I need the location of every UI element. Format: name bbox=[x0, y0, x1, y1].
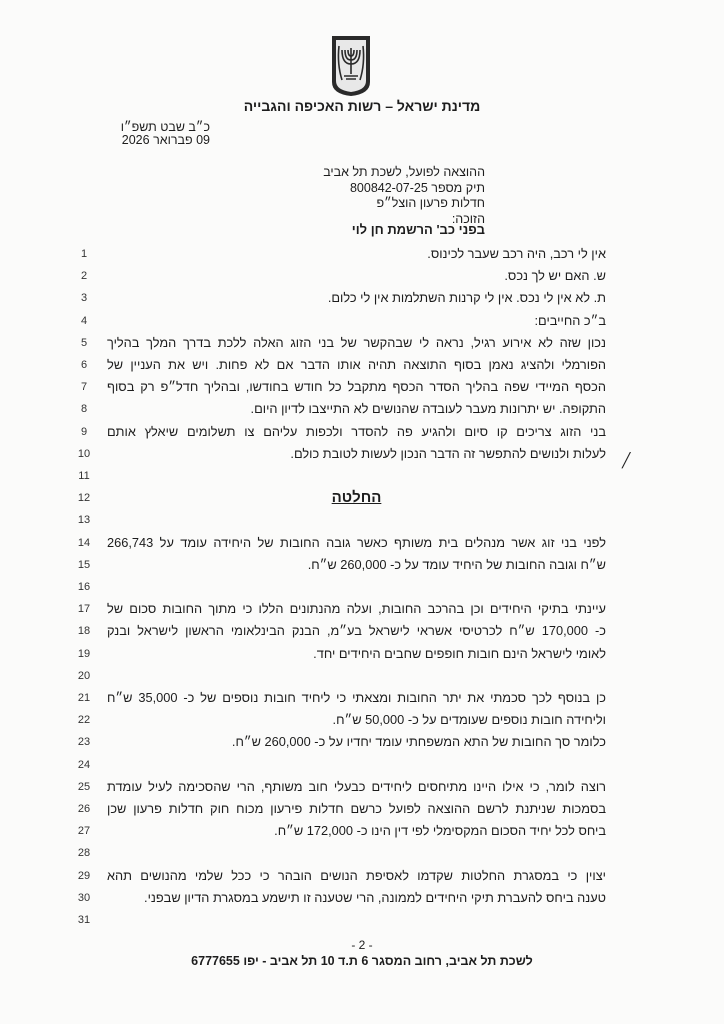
line-number: 27 bbox=[77, 825, 91, 838]
line-number: 30 bbox=[77, 891, 91, 904]
text-line: לפני בני זוג אשר מנהלים בית משותף כאשר גובה החובות של היחידה עומד על 266,743 bbox=[107, 534, 606, 550]
line-number: 7 bbox=[80, 381, 88, 394]
text-line: כן בנוסף לכך סכמתי את יתר החובות ומצאתי כי ליחיד חובות נוספים של כ- 35,000 ש״ח bbox=[107, 690, 606, 705]
line-number: 25 bbox=[77, 780, 91, 793]
creditor-label: הזוכה: bbox=[451, 211, 485, 226]
line-number: 18 bbox=[77, 625, 91, 638]
text-line: ביחס לכל יחיד הסכום המקסימלי לפי דין הינו כ- 172,000 ש״ח. bbox=[274, 823, 606, 839]
line-number: 22 bbox=[77, 714, 91, 727]
text-line: ש. האם יש לך נכס. bbox=[504, 268, 606, 284]
text-line: ב״כ החייבים: bbox=[534, 312, 606, 328]
decision-heading: החלטה bbox=[331, 489, 382, 507]
text-line: הפורמלי ולהציג נאמן בסוף התוצאה תהיה אותו הדבר אם לא פחות. ויש את העניין של bbox=[107, 357, 606, 372]
text-line: רוצה לומר, כי אילו היינו מתיחסים ליחידים כבעלי חוב משותף, הרי שהסכימה לעיל עומדת bbox=[107, 778, 606, 794]
text-line: ש״ח וגובה החובות של היחיד עומד על כ- 260,000 ש״ח. bbox=[307, 556, 606, 572]
line-number: 24 bbox=[77, 758, 91, 771]
line-number: 20 bbox=[77, 669, 91, 682]
line-number: 23 bbox=[77, 736, 91, 749]
line-number: 26 bbox=[77, 803, 91, 815]
line-number: 4 bbox=[80, 314, 88, 327]
line-number: 15 bbox=[77, 558, 91, 571]
text-line: אין לי רכב, היה רכב שעבר לכינוס. bbox=[427, 246, 606, 261]
text-line: התקופה. יש יתרונות מעבר לעובדה שהנושים לא התייצבו לדיון היום. bbox=[250, 401, 606, 417]
line-number: 21 bbox=[77, 692, 91, 704]
line-number: 29 bbox=[77, 869, 91, 882]
text-line: בסמכות שניתנת לרשם ההוצאה לפועל כרשם חדלות פירעון מכוח חוק חדלות פרעון שכן bbox=[107, 801, 606, 816]
text-line: כ- 170,000 ש״ח לכרטיסי אשראי לישראל בע״מ, הבנק הבינלאומי הראשון לישראל ובנק bbox=[107, 623, 606, 639]
line-number: 14 bbox=[77, 536, 91, 549]
hebrew-date: כ״ב שבט תשפ״ו bbox=[120, 120, 210, 134]
text-line: עיינתי בתיקי היחידים וכן בהרכב החובות, ועלה מהנתונים הללו כי מתוך החובות סכום של bbox=[107, 601, 606, 617]
authority-title: מדינת ישראל – רשות האכיפה והגבייה bbox=[243, 98, 481, 114]
line-number: 12 bbox=[77, 492, 91, 505]
text-line: יצוין כי במסגרת החלטות שקדמו לאסיפת הנושים הובהר כי ככל שלמי מהנושים תהא bbox=[107, 867, 606, 883]
text-line: הכסף המיידי שפה בהליך הסדר הכסף מתקבל כל חודש בחודשו, ובהליך חדל״פ רק בסוף bbox=[107, 379, 606, 395]
registrar-line: בפני כב' הרשמת חן לוי bbox=[351, 222, 485, 237]
addressee-block bbox=[323, 165, 485, 227]
line-number: 28 bbox=[77, 847, 91, 860]
gregorian-date: 09 פברואר 2026 bbox=[121, 133, 210, 147]
text-line: כלומר סך החובות של התא המשפחתי עומד יחדיו על כ- 260,000 ש״ח. bbox=[231, 734, 606, 750]
office-name: ההוצאה לפועל, לשכת תל אביב bbox=[323, 165, 485, 179]
line-number: 19 bbox=[77, 647, 91, 660]
case-type: חדלות פרעון הוצל״פ bbox=[376, 196, 485, 210]
page-number: - 2 - bbox=[351, 938, 373, 952]
text-line: נכון שזה לא אירוע רגיל, נראה לי שבהקשר של בני הזוג האלה ללכת בדרך המלך בהליך bbox=[107, 334, 606, 350]
text-line: טענה ביחס להעברת תיקי היחידים לממונה, הרי שטענה זו תישמע במסגרת הדיון שבפני. bbox=[144, 889, 606, 905]
line-number: 6 bbox=[80, 359, 88, 371]
line-number: 13 bbox=[77, 514, 91, 527]
state-emblem-icon bbox=[330, 34, 372, 98]
line-number: 1 bbox=[80, 248, 88, 260]
text-line: לעלות ולנושים להתפשר זה הדבר הנכון לעשות לטובת כולם. bbox=[290, 445, 606, 461]
text-line: בני הזוג צריכים קו סיום ולהגיע פה להסדר ולכפות עליהם צו תשלומים שיאלץ אותם bbox=[107, 423, 606, 439]
line-number: 31 bbox=[77, 914, 91, 926]
line-number: 5 bbox=[80, 336, 88, 349]
line-number: 11 bbox=[78, 470, 90, 482]
line-number: 10 bbox=[77, 447, 91, 460]
footer-address: לשכת תל אביב, רחוב המסגר 6 ת.ד 10 תל אביב - יפו 6777655 bbox=[191, 954, 533, 968]
case-number: תיק מספר 800842-07-25 bbox=[349, 180, 485, 195]
line-number: 9 bbox=[80, 425, 88, 438]
pen-mark-icon: ╱ bbox=[622, 452, 631, 468]
line-number: 8 bbox=[80, 403, 88, 416]
text-line: וליחידה חובות נוספים שעומדים על כ- 50,000 ש״ח. bbox=[332, 712, 606, 728]
line-number: 2 bbox=[80, 270, 88, 283]
text-line: לאומי לישראל הינם חובות חופפים שחבים היחידים יחד. bbox=[313, 645, 606, 661]
line-number: 17 bbox=[77, 603, 91, 616]
text-line: ת. לא אין לי נכס. אין לי קרנות השתלמות אין לי כלום. bbox=[327, 290, 606, 306]
line-number: 16 bbox=[77, 581, 91, 593]
line-number: 3 bbox=[80, 292, 88, 305]
